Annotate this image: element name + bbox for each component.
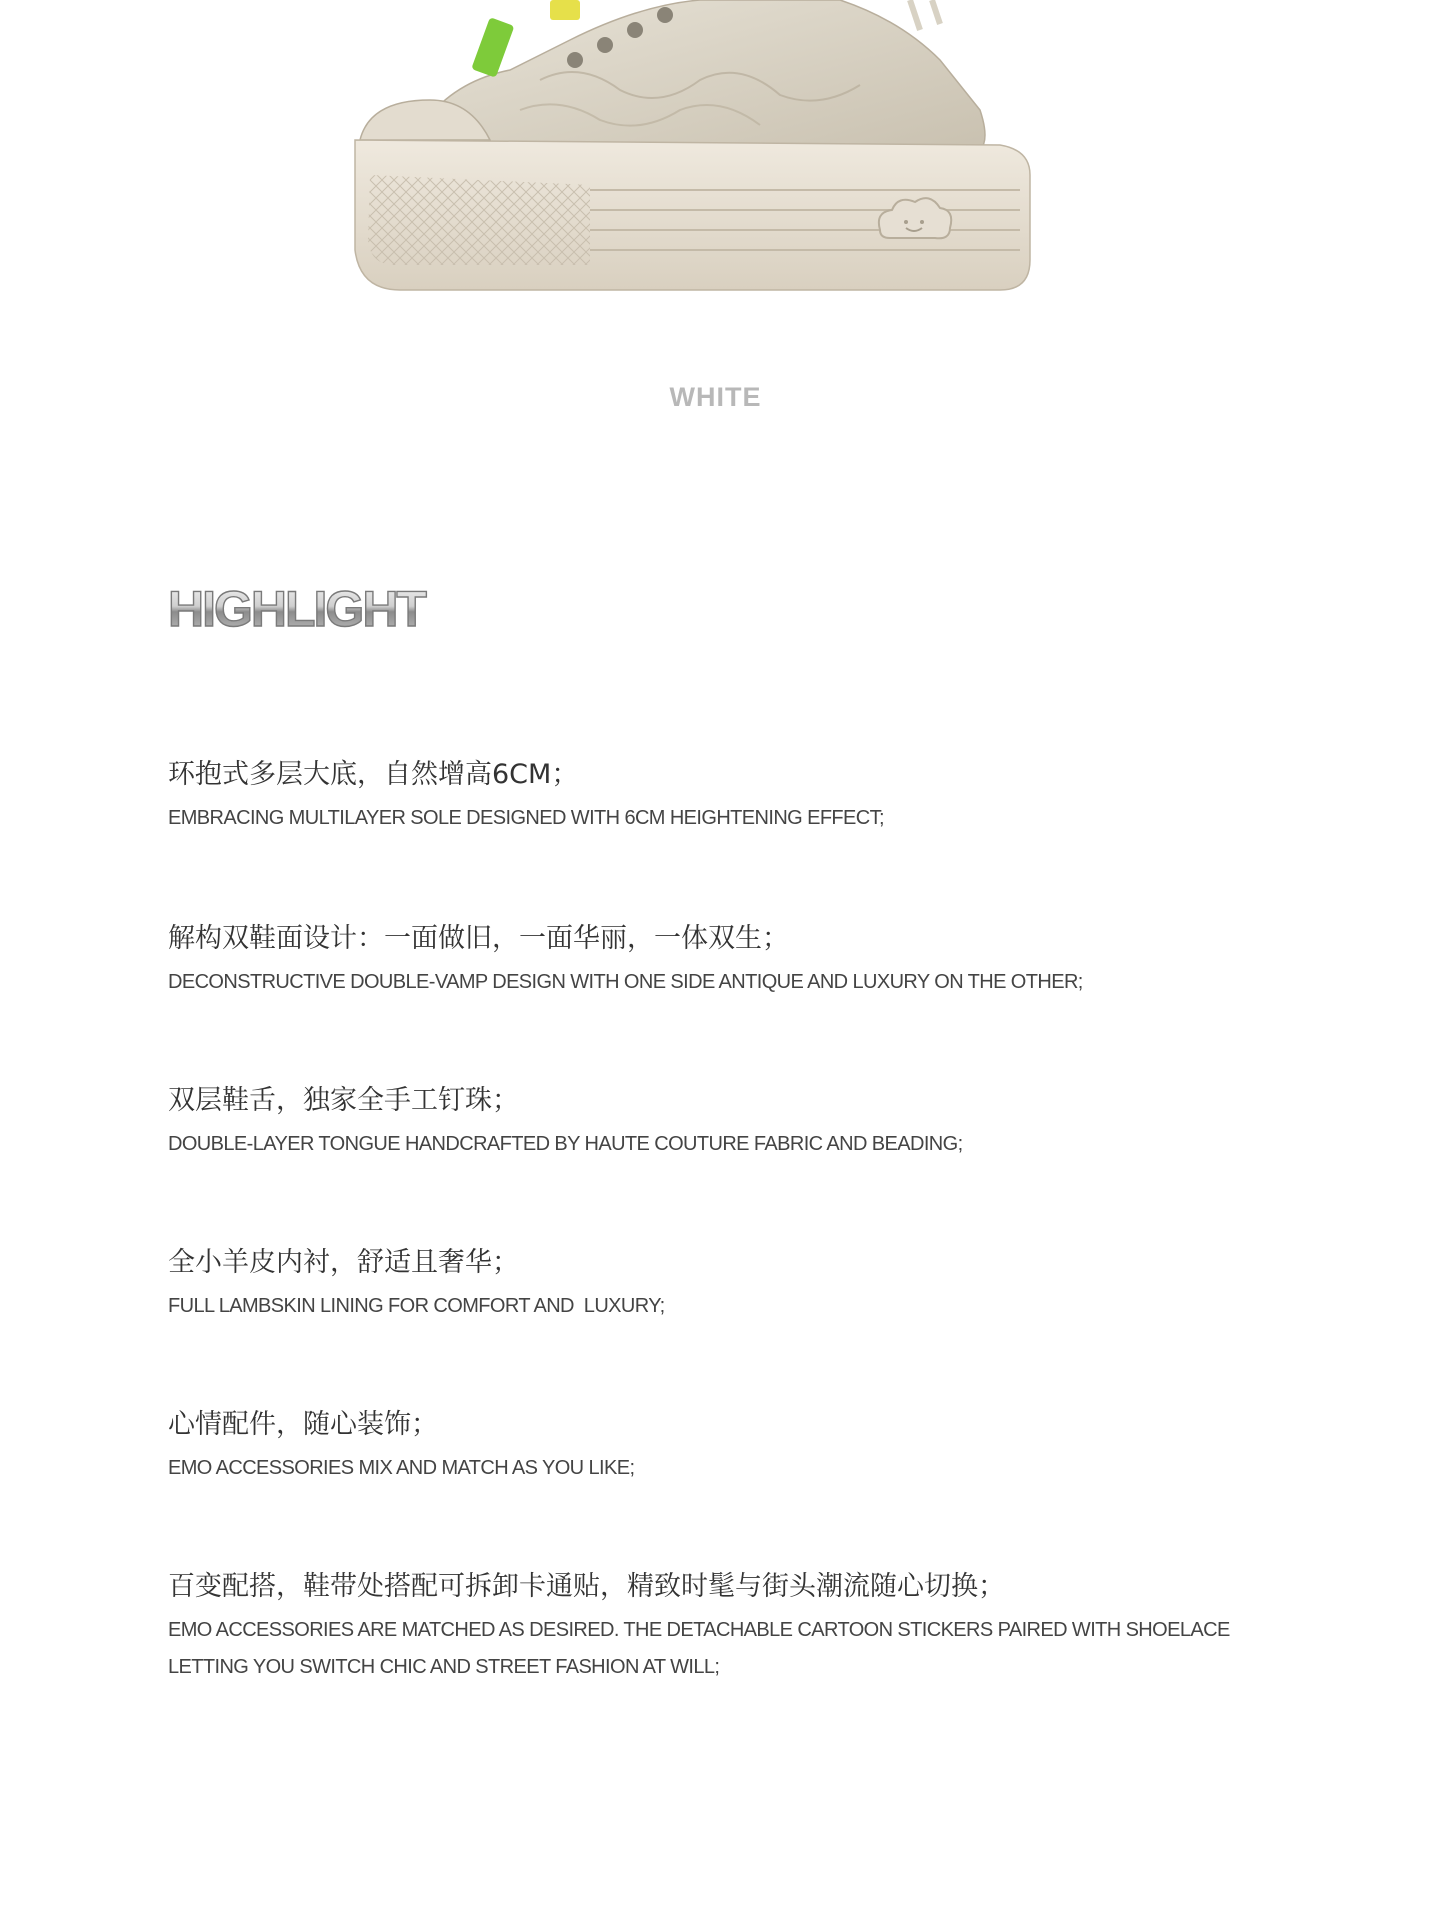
feature-cn: 双层鞋舌，独家全手工钉珠；	[168, 1085, 519, 1116]
sneaker-illustration	[340, 0, 1060, 300]
feature-item	[168, 922, 1318, 1001]
shoe-upper	[430, 0, 985, 150]
feature-cn: 全小羊皮内衬，舒适且奢华；	[168, 1247, 519, 1278]
feature-en: EMO ACCESSORIES ARE MATCHED AS DESIRED. THE DETACHABLE CARTOON STICKERS PAIRED WITH SHOELACE LETTING YOU SWITCH CHIC AND STREET FASHION AT WILL;	[168, 1619, 1230, 1678]
feature-en: DECONSTRUCTIVE DOUBLE-VAMP DESIGN WITH ONE SIDE ANTIQUE AND LUXURY ON THE OTHER;	[168, 971, 1083, 993]
sticker-yellow	[550, 0, 580, 20]
feature-en: EMO ACCESSORIES MIX AND MATCH AS YOU LIKE;	[168, 1457, 635, 1479]
feature-cn: 环抱式多层大底，自然增高6CM；	[168, 759, 579, 790]
color-label: WHITE	[669, 382, 762, 412]
product-image	[340, 0, 1060, 300]
feature-item	[168, 1246, 1318, 1325]
feature-en: DOUBLE-LAYER TONGUE HANDCRAFTED BY HAUTE COUTURE FABRIC AND BEADING;	[168, 1133, 963, 1155]
feature-item	[168, 1084, 1318, 1163]
feature-cn: 解构双鞋面设计：一面做旧，一面华丽，一体双生；	[168, 923, 789, 954]
feature-cn: 心情配件，随心装饰；	[168, 1409, 438, 1440]
feature-item	[168, 758, 1318, 837]
highlight-title	[166, 578, 466, 638]
sticker-green	[471, 17, 514, 78]
feature-en: EMBRACING MULTILAYER SOLE DESIGNED WITH 6CM HEIGHTENING EFFECT;	[168, 807, 884, 829]
feature-item	[168, 1570, 1318, 1686]
feature-en: FULL LAMBSKIN LINING FOR COMFORT AND LUXURY;	[168, 1295, 665, 1317]
highlight-title-text: HIGHLIGHT	[168, 581, 425, 637]
feature-cn: 百变配搭，鞋带处搭配可拆卸卡通贴，精致时髦与街头潮流随心切换；	[168, 1571, 1005, 1602]
feature-item	[168, 1408, 1318, 1487]
